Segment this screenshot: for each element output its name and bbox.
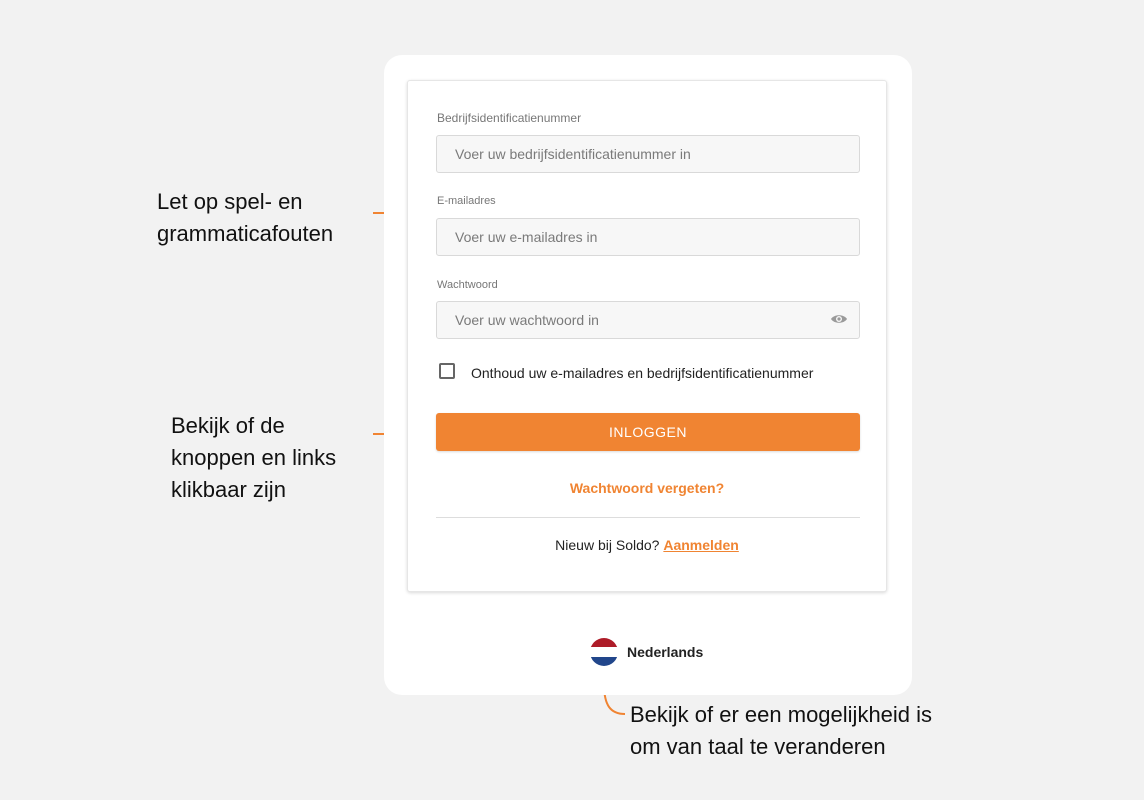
password-input[interactable] (436, 301, 860, 339)
annotation-spelling: Let op spel- en grammaticafouten (157, 189, 334, 246)
annotation-clickable: Bekijk of de knoppen en links klikbaar zijn (171, 413, 337, 502)
netherlands-flag-icon (590, 638, 618, 666)
language-label: Nederlands (627, 644, 704, 660)
login-button[interactable]: INLOGGEN (436, 413, 860, 451)
language-selector[interactable] (590, 638, 703, 666)
divider (436, 517, 860, 518)
company-id-label: Bedrijfsidentificatienummer (437, 111, 582, 125)
annotation-language: Bekijk of er een mogelijkheid is om van taal te veranderen (630, 702, 933, 759)
remember-label: Onthoud uw e-mailadres en bedrijfsidentificatienummer (471, 365, 814, 381)
signup-link[interactable]: Aanmelden (663, 537, 739, 553)
password-label: Wachtwoord (437, 279, 498, 291)
forgot-password-link[interactable]: Wachtwoord vergeten? (569, 480, 725, 496)
signup-prompt: Nieuw bij Soldo? (555, 537, 660, 553)
eye-icon[interactable] (830, 313, 848, 325)
company-id-input[interactable] (436, 135, 860, 173)
login-form (407, 80, 887, 592)
email-input[interactable] (436, 218, 860, 256)
email-label: E-mailadres (437, 195, 496, 207)
signup-line (408, 537, 886, 553)
remember-checkbox[interactable] (439, 363, 455, 379)
